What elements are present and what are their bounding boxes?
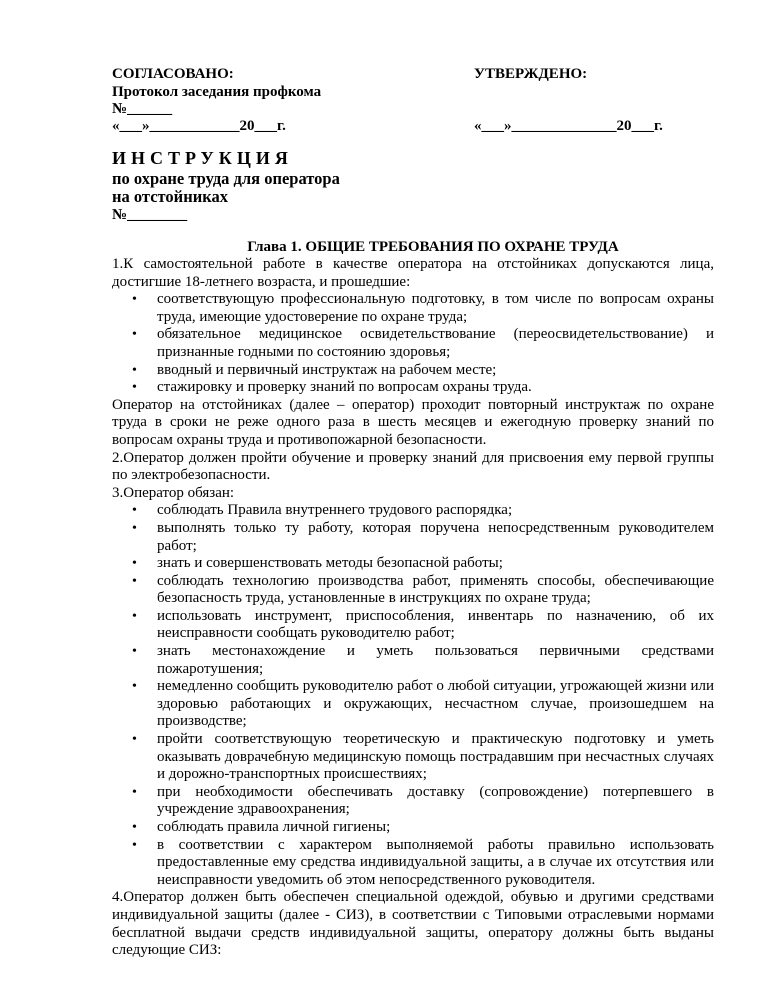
paragraph-4: 3.Оператор обязан: (112, 484, 235, 501)
list-item: • в соответствии с характером выполняемой работы правильно использовать предоставленные ему средства индивидуальной защиты, а в случае их отсутствия или неисправности уведомить об этом непосредственного руководителя. (112, 837, 714, 890)
list-item: • соблюдать Правила внутреннего трудового распорядка; (112, 502, 714, 520)
list-item: • немедленно сообщить руководителю работ о любой ситуации, угрожающей жизни или здоровью работающих и окружающих, несчастном случае, произошедшем на производстве; (112, 678, 714, 731)
document-subtitle-line2: на отстойниках (112, 187, 228, 206)
paragraph-1: 1.К самостоятельной работе в качестве оператора на отстойниках допускаются лица, достигшие 18-летнего возраста, и прошедшие: (112, 256, 714, 290)
approval-protocol: Протокол заседания профкома (112, 84, 322, 100)
list-item: • знать и совершенствовать методы безопасной работы; (112, 555, 714, 573)
document-title: ИНСТРУКЦИЯ (112, 148, 293, 168)
chapter-heading: Глава 1. ОБЩИЕ ТРЕБОВАНИЯ ПО ОХРАНЕ ТРУДА (247, 239, 619, 255)
approval-approved-date: «___»______________20___г. (474, 118, 663, 134)
list-item: • соблюдать правила личной гигиены; (112, 819, 714, 837)
list-item: • стажировку и проверку знаний по вопросам охраны труда. (112, 379, 714, 397)
paragraph-2: Оператор на отстойниках (далее – оператор) проходит повторный инструктаж по охране труда в сроки не реже одного раза в шесть месяцев и ежегодную проверку знаний по вопросам охраны труда и противопожарной безопасности. (112, 396, 714, 448)
list-item: • соблюдать технологию производства работ, применять способы, обеспечивающие безопасность труда, установленные в инструкциях по охране труда; (112, 573, 714, 608)
document-body (112, 238, 714, 960)
list-item: • использовать инструмент, приспособления, инвентарь по назначению, об их неисправности сообщать руководителю работ; (112, 608, 714, 643)
list-item: • пройти соответствующую теоретическую и практическую подготовку и уметь оказывать доврачебную медицинскую помощь пострадавшим при несчастных случаях и дорожно-транспортных происшествиях; (112, 731, 714, 784)
approval-approved-title: УТВЕРЖДЕНО: (474, 66, 588, 82)
document-number: №________ (112, 207, 188, 223)
list-item: • обязательное медицинское освидетельствование (переосвидетельствование) и признанные годными по состоянию здоровья; (112, 326, 714, 361)
list-item: • знать местонахождение и уметь пользоваться первичными средствами пожаротушения; (112, 643, 714, 678)
paragraph-5: 4.Оператор должен быть обеспечен специальной одеждой, обувью и другими средствами индивидуальной защиты (далее - СИЗ), в соответствии с Типовыми отраслевыми нормами бесплатной выдачи средств индивидуальной защиты, оператору должны быть выданы следующие СИЗ: (112, 889, 714, 959)
approval-agreed-date: «___»____________20___г. (112, 118, 286, 134)
admission-requirements-list (112, 291, 714, 397)
document-subtitle-line1: по охране труда для оператора (112, 169, 340, 188)
approval-protocol-number: №______ (112, 101, 173, 117)
list-item: • при необходимости обеспечивать доставку (сопровождение) потерпевшего в учреждение здравоохранения; (112, 784, 714, 819)
operator-duties-list (112, 502, 714, 889)
list-item: • вводный и первичный инструктаж на рабочем месте; (112, 362, 714, 380)
list-item: • соответствующую профессиональную подготовку, в том числе по вопросам охраны труда, имеющие удостоверение по охране труда; (112, 291, 714, 326)
approval-agreed-title: СОГЛАСОВАНО: (112, 66, 234, 82)
paragraph-3: 2.Оператор должен пройти обучение и проверку знаний для присвоения ему первой группы по электробезопасности. (112, 449, 714, 484)
list-item: • выполнять только ту работу, которая поручена непосредственным руководителем работ; (112, 520, 714, 555)
